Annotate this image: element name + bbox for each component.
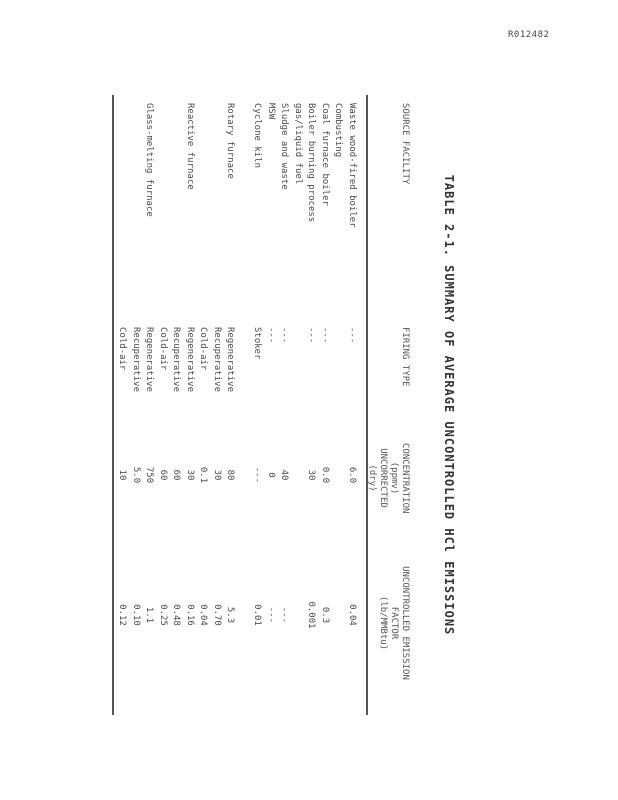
cell-emission-factor: 1.1 — [144, 606, 155, 624]
table-row — [251, 95, 264, 715]
cell-emission-factor: 0.48 — [171, 604, 182, 626]
table-top-rule — [366, 95, 368, 715]
cell-firing-type: --- — [266, 327, 276, 344]
cell-concentration: 30 — [212, 469, 222, 481]
cell-concentration: 6.0 — [347, 466, 357, 484]
cell-concentration: 30 — [185, 469, 195, 481]
cell-emission-factor: 5.3 — [225, 606, 236, 624]
cell-emission-factor: 0.16 — [185, 604, 195, 626]
table-row — [345, 95, 358, 715]
table-row — [278, 95, 291, 715]
cell-firing-type: --- — [347, 327, 357, 344]
table-row — [143, 95, 156, 715]
cell-firing-type: Stoker — [252, 327, 263, 360]
header-firing-type: FIRING TYPE — [400, 327, 410, 387]
cell-firing-type: Cold-air — [158, 327, 168, 371]
cell-source: Sludge and waste — [279, 103, 290, 190]
page-id: R012482 — [508, 30, 550, 40]
table-row — [305, 95, 318, 715]
cell-source: Boiler burning process — [306, 103, 317, 223]
cell-emission-factor: 0.04 — [198, 604, 209, 626]
cell-concentration: 750 — [144, 466, 155, 484]
cell-firing-type: Regenerative — [144, 327, 155, 393]
table-row — [291, 95, 304, 715]
table-row — [116, 95, 129, 715]
cell-concentration: 40 — [279, 469, 290, 481]
table-row — [224, 95, 237, 715]
cell-concentration: 5.0 — [131, 466, 141, 484]
table-row — [264, 95, 277, 715]
cell-emission-factor: 0.04 — [347, 604, 357, 626]
cell-concentration: 60 — [171, 469, 182, 481]
cell-concentration: 30 — [306, 469, 317, 481]
header-source: SOURCE FACILITY — [400, 103, 410, 185]
table-row — [197, 95, 210, 715]
cell-emission-factor: 0.10 — [131, 604, 141, 626]
table-row — [318, 95, 331, 715]
header-concentration: CONCENTRATION (ppmv) UNCORRECTED (dry) — [367, 443, 410, 514]
cell-firing-type: --- — [320, 327, 330, 344]
cell-firing-type: Recuperative — [171, 327, 182, 393]
cell-source: Coal furnace boiler — [320, 103, 330, 206]
cell-concentration: 10 — [117, 469, 128, 481]
cell-firing-type: Cold-air — [198, 327, 209, 371]
cell-source: MSW — [266, 103, 276, 120]
rotated-table — [94, 95, 466, 715]
cell-source: Combusting — [333, 103, 344, 158]
header-emission-factor: UNCONTROLLED EMISSION FACTOR (lb/MMBtu) — [378, 566, 410, 680]
table-row — [332, 95, 345, 715]
table-row — [156, 95, 169, 715]
table-row — [183, 95, 196, 715]
cell-emission-factor: --- — [279, 606, 290, 624]
cell-concentration: --- — [252, 466, 263, 484]
cell-firing-type: Cold-air — [117, 327, 128, 371]
cell-source: Cyclone kiln — [252, 103, 263, 169]
cell-concentration: 0 — [266, 472, 276, 478]
cell-source: Rotary furnace — [225, 103, 236, 179]
cell-source: Glass-melting furnace — [144, 103, 155, 217]
cell-source: gas/liquid fuel — [293, 103, 303, 185]
cell-firing-type: Recuperative — [131, 327, 141, 393]
cell-source: Reactive furnace — [185, 103, 195, 190]
cell-source: Waste wood-fired boiler — [347, 103, 357, 228]
cell-firing-type: Regenerative — [185, 327, 195, 393]
cell-emission-factor: 0.3 — [320, 606, 330, 624]
table-row — [170, 95, 183, 715]
cell-firing-type: --- — [279, 327, 290, 344]
cell-firing-type: Recuperative — [212, 327, 222, 393]
cell-concentration: 60 — [158, 469, 168, 481]
cell-firing-type: Regenerative — [225, 327, 236, 393]
table-bottom-rule — [112, 95, 114, 715]
cell-emission-factor: 0.25 — [158, 604, 168, 626]
table-row — [237, 95, 250, 715]
cell-emission-factor: --- — [266, 606, 276, 624]
table-row — [210, 95, 223, 715]
table-row — [129, 95, 142, 715]
cell-emission-factor: 0.12 — [117, 604, 128, 626]
cell-emission-factor: 0.01 — [252, 604, 263, 626]
cell-concentration: 0.0 — [320, 466, 330, 484]
cell-emission-factor: 0.70 — [212, 604, 222, 626]
cell-concentration: 80 — [225, 469, 236, 481]
cell-emission-factor: 0.001 — [306, 601, 317, 629]
cell-firing-type: --- — [306, 327, 317, 344]
cell-concentration: 0.1 — [198, 466, 209, 484]
table-title: TABLE 2-1. SUMMARY OF AVERAGE UNCONTROLLED HCl EMISSIONS — [442, 174, 456, 636]
